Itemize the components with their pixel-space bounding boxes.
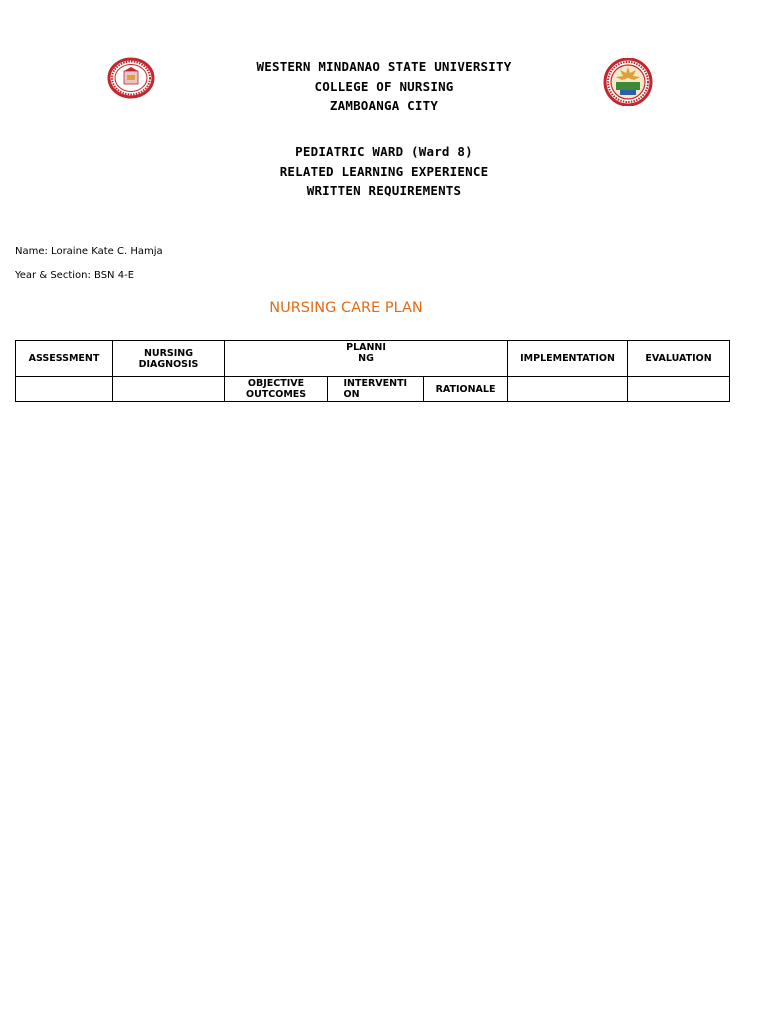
intervention-header	[328, 377, 424, 402]
implementation-cell[interactable]	[508, 377, 628, 402]
city-name: ZAMBOANGA CITY	[329, 98, 439, 113]
requirements-title: WRITTEN REQUIREMENTS	[306, 183, 462, 198]
planning-label: PLANNING	[346, 342, 386, 364]
care-plan-title: NURSING CARE PLAN	[269, 300, 423, 316]
nursing-diagnosis-cell[interactable]	[113, 377, 225, 402]
evaluation-header: EVALUATION	[628, 341, 730, 377]
evaluation-cell[interactable]	[628, 377, 730, 402]
implementation-header: IMPLEMENTATION	[508, 341, 628, 377]
nursing-diagnosis-header	[113, 341, 225, 377]
planning-header	[225, 341, 508, 377]
nursing-diagnosis-label: NURSING DIAGNOSIS	[138, 347, 199, 370]
intervention-label: INTERVENTION	[343, 378, 408, 400]
assessment-cell[interactable]	[16, 377, 113, 402]
assessment-header: ASSESSMENT	[16, 341, 113, 377]
requirement-header	[0, 142, 768, 201]
objective-outcomes-header	[225, 377, 328, 402]
objective-outcomes-label: OBJECTIVE OUTCOMES	[246, 378, 307, 400]
student-name: Name: Loraine Kate C. Hamja	[15, 246, 163, 257]
university-name: WESTERN MINDANAO STATE UNIVERSITY	[256, 59, 512, 74]
table-header-row	[16, 341, 730, 377]
college-name: COLLEGE OF NURSING	[314, 78, 454, 94]
institution-header	[0, 57, 768, 116]
year-section: Year & Section: BSN 4-E	[15, 270, 135, 281]
experience-title: RELATED LEARNING EXPERIENCE	[279, 163, 489, 179]
rationale-header: RATIONALE	[424, 377, 508, 402]
care-plan-table	[15, 340, 730, 402]
table-subheader-row	[16, 377, 730, 402]
ward-name: PEDIATRIC WARD (Ward 8)	[295, 144, 473, 159]
